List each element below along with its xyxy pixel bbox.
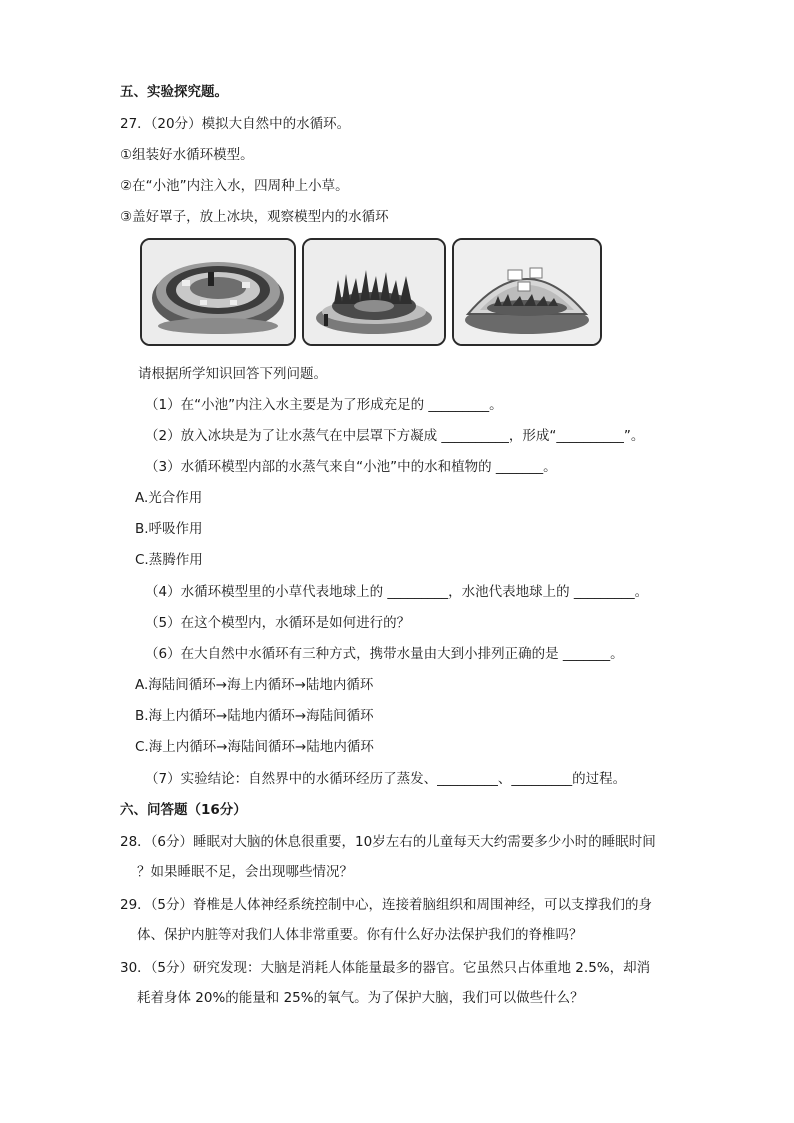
sub-question-6-option-a: A.海陆间循环→海上内循环→陆地内循环	[135, 677, 374, 693]
sub-question-4: （4）水循环模型里的小草代表地球上的 _________，水池代表地球上的 _________。	[145, 584, 649, 600]
answer-prompt: 请根据所学知识回答下列问题。	[138, 366, 327, 382]
section5-heading: 五、实验探究题。	[120, 84, 228, 100]
question-28-line-1: 28．（6分）睡眠对大脑的休息很重要，10岁左右的儿童每天大约需要多少小时的睡眠时间	[120, 834, 656, 850]
section6-heading: 六、问答题（16分）	[120, 802, 247, 818]
sub-question-5: （5）在这个模型内，水循环是如何进行的？	[145, 615, 411, 631]
water-cycle-model-photos	[140, 238, 602, 344]
question-29-line-1: 29．（5分）脊椎是人体神经系统控制中心，连接着脑组织和周围神经，可以支撑我们的身	[120, 897, 653, 913]
sub-question-7: （7）实验结论：自然界中的水循环经历了蒸发、_________、_________的过程。	[145, 771, 627, 787]
question-27-stem: 27．（20分）模拟大自然中的水循环。	[120, 116, 351, 132]
sub-question-6-option-c: C.海上内循环→海陆间循环→陆地内循环	[135, 739, 374, 755]
photo-covered-model-with-ice	[452, 238, 602, 346]
photo-assembled-model	[140, 238, 296, 346]
sub-question-3-option-b: B.呼吸作用	[135, 521, 203, 537]
sub-question-3: （3）水循环模型内部的水蒸气来自“小池”中的水和植物的 _______。	[145, 459, 557, 475]
question-30-line-1: 30．（5分）研究发现：大脑是消耗人体能量最多的器官。它虽然只占体重地 2.5%，却消	[120, 960, 651, 976]
question-28-line-2: ？如果睡眠不足，会出现哪些情况？	[137, 864, 353, 880]
sub-question-6: （6）在大自然中水循环有三种方式，携带水量由大到小排列正确的是 _______。	[145, 646, 624, 662]
question-30-line-2: 耗着身体 20%的能量和 25%的氧气。为了保护大脑，我们可以做些什么？	[137, 990, 584, 1006]
sub-question-1: （1）在“小池”内注入水主要是为了形成充足的 _________。	[145, 397, 503, 413]
sub-question-2: （2）放入冰块是为了让水蒸气在中层罩下方凝成 __________，形成“__________”。	[145, 428, 645, 444]
step-1: ①组装好水循环模型。	[120, 147, 254, 163]
sub-question-3-option-c: C.蒸腾作用	[135, 552, 203, 568]
photo-pond-with-grass	[302, 238, 446, 346]
question-29-line-2: 体、保护内脏等对我们人体非常重要。你有什么好办法保护我们的脊椎吗？	[137, 927, 583, 943]
step-2: ②在“小池”内注入水，四周种上小草。	[120, 178, 349, 194]
sub-question-6-option-b: B.海上内循环→陆地内循环→海陆间循环	[135, 708, 374, 724]
step-3: ③盖好罩子，放上冰块，观察模型内的水循环	[120, 209, 389, 225]
sub-question-3-option-a: A.光合作用	[135, 490, 203, 506]
